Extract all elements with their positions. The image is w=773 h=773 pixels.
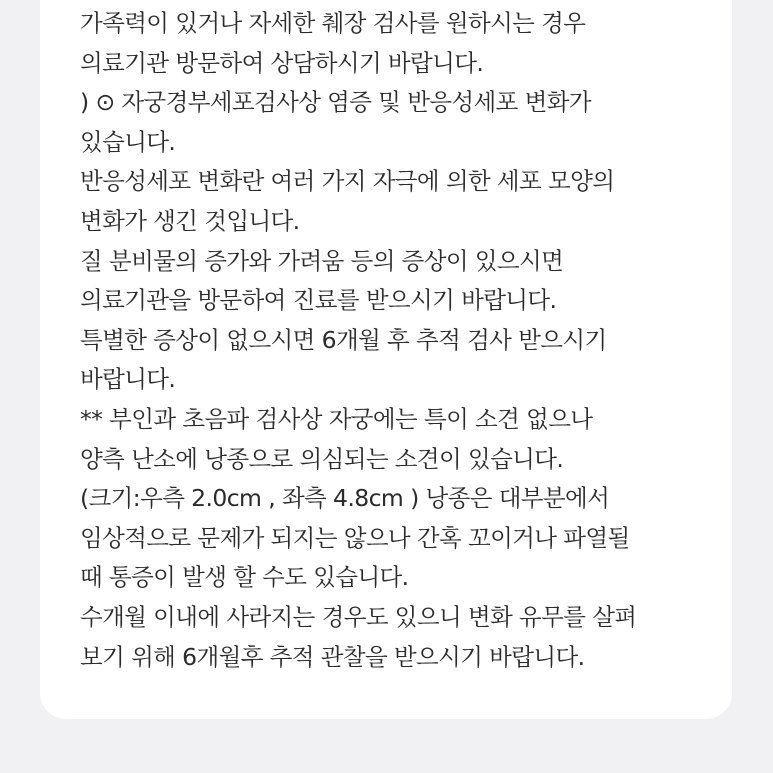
text-line: 임상적으로 문제가 되지는 않으나 간혹 꼬이거나 파열될 xyxy=(80,523,630,552)
text-line: 수개월 이내에 사라지는 경우도 있으니 변화 유무를 살펴 xyxy=(80,602,637,631)
text-line: 변화가 생긴 것입니다. xyxy=(80,206,300,235)
result-text xyxy=(80,4,720,677)
text-line: (크기:우측 2.0cm , 좌측 4.8cm ) 낭종은 대부분에서 xyxy=(80,484,610,513)
text-line: 의료기관을 방문하여 진료를 받으시기 바랍니다. xyxy=(80,286,557,315)
text-line: 가족력이 있거나 자세한 췌장 검사를 원하시는 경우 xyxy=(80,9,586,37)
text-line: 양측 난소에 낭종으로 의심되는 소견이 있습니다. xyxy=(80,444,564,473)
text-line: 질 분비물의 증가와 가려움 등의 증상이 있으시면 xyxy=(80,246,564,275)
text-line: 의료기관 방문하여 상담하시기 바랍니다. xyxy=(80,48,484,77)
text-line: 때 통증이 발생 할 수도 있습니다. xyxy=(80,563,409,592)
text-line: ) ⊙ 자궁경부세포검사상 염증 및 반응성세포 변화가 xyxy=(80,88,591,117)
text-line: 바랍니다. xyxy=(80,365,176,394)
text-line: 반응성세포 변화란 여러 가지 자극에 의한 세포 모양의 xyxy=(80,167,615,196)
text-line: ** 부인과 초음파 검사상 자궁에는 특이 소견 없으나 xyxy=(80,404,593,433)
text-line: 특별한 증상이 없으시면 6개월 후 추적 검사 받으시기 xyxy=(80,325,607,354)
text-line: 보기 위해 6개월후 추적 관찰을 받으시기 바랍니다. xyxy=(80,642,585,671)
text-line: 있습니다. xyxy=(80,127,176,156)
